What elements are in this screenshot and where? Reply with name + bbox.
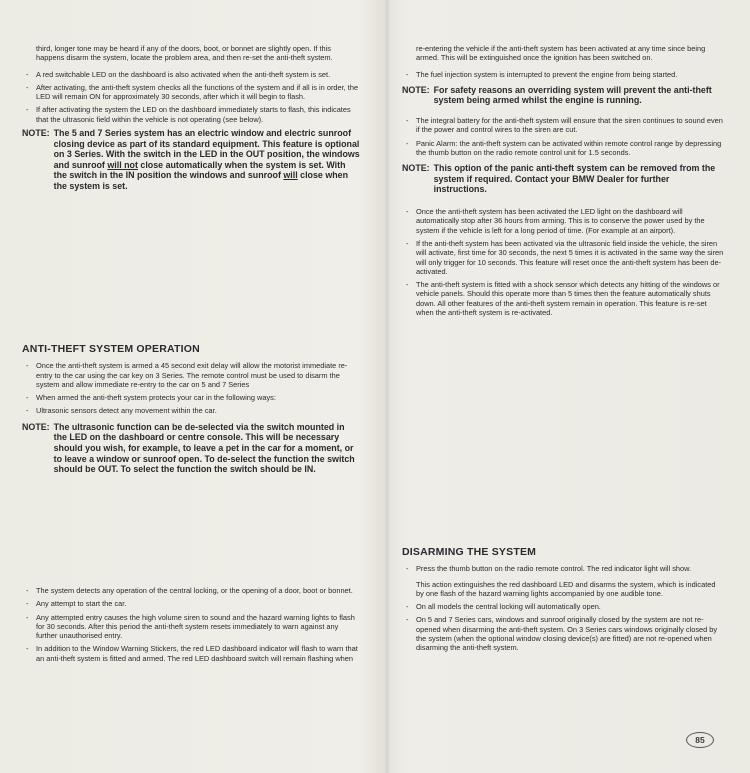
left-column [22,0,360,773]
note-safety-override: NOTE: For safety reasons an overriding system will prevent the anti-theft system being armed whilst the engine is running. [402,84,712,106]
right-column [402,0,724,773]
note-electric-windows: NOTE: The 5 and 7 Series system has an electric window and electric sunroof closing device as part of its standard equipment. This feature is optional on 3 Series. With the switch in the LED in the OUT position, the windows and sunroof will not close automatically when the system is set. With the switch in the IN position the windows and sunroof will close when the system is set. [22,128,360,192]
list-item: - On all models the central locking will automatically open. [406,602,601,612]
note-panic-alarm: NOTE: This option of the panic anti-theft system can be removed from the system if required. Contact your BMW Dealer for further instructions. [402,163,716,195]
list-item: - Once the anti-theft system is armed a 45 second exit delay will allow the motorist immediate re-entry to the car using the car key on 3 Series. The remote control must be used to disarm the system and allow immediate re-entry to the car on 5 and 7 Series [26,361,348,389]
list-item: - Once the anti-theft system has been activated the LED light on the dashboard will automatically stop after 36 hours from arming. This is to conserve the power used by the system if the vehicle is left for a long period of time. (For example at an airport). [406,207,705,235]
list-item: - The anti-theft system is fitted with a shock sensor which detects any hitting of the windows or vehicle panels. Should this operate more than 5 times then the feature automatically shuts down. All other features of the anti-theft system remain in operation. This feature is re-set when the anti-theft system is re-activated. [406,280,720,318]
list-item: - The system detects any operation of the central locking, or the opening of a door, boot or bonnet. [26,586,353,595]
right-intro-text: re-entering the vehicle if the anti-theft system has been activated at any time since being armed. This will be extinguished once the ignition has been switched on. [416,44,706,63]
list-item: - After activating, the anti-theft system checks all the functions of the system and if all is in order, the LED will remain ON for approximately 30 seconds, after which it will begin to flash. [26,82,359,102]
list-item: - Any attempted entry causes the high volume siren to sound and the hazard warning lights to flash for 30 seconds. After this period the anti-theft system resets immediately to warn against any further unauthorised entry. [26,612,355,641]
list-item: - The fuel injection system is interrupted to prevent the engine from being started. [406,69,678,79]
page-spine [384,0,390,773]
disarm-paragraph: This action extinguishes the red dashboard LED and disarms the system, which is indicated by one flash of the hazard warning lights accompanied by one audible tone. [416,579,716,598]
left-intro-text: third, longer tone may be heard if any of the doors, boot, or bonnet are slightly open. If this happens disarm the system, locate the problem area, and then re-set the anti-theft system. [36,44,333,63]
list-item: - When armed the anti-theft system protects your car in the following ways: [26,393,276,403]
list-item: - Panic Alarm: the anti-theft system can be activated within remote control range by depressing the thumb button on the radio remote control unit for 1.5 seconds. [406,138,722,157]
list-item: - In addition to the Window Warning Stickers, the red LED dashboard indicator will flash to warn that an anti-theft system is fitted and armed. The red LED dashboard switch will remain flashing when [26,644,358,663]
list-item: - The integral battery for the anti-theft system will ensure that the siren continues to sound even if the power and control wires to the siren are cut. [406,116,723,135]
section-heading-disarming: DISARMING THE SYSTEM [402,546,537,558]
list-item: - Any attempt to start the car. [26,599,127,609]
list-item: - Press the thumb button on the radio remote control. The red indicator light will show. [406,564,692,574]
list-item: - If the anti-theft system has been activated via the ultrasonic field inside the vehicle, the siren will activate, first time for 30 seconds, the next 5 times it is activated in the same way the siren will only trigger for 10 seconds. This feature will reset once the anti-theft system has been de-activated. [406,238,724,276]
list-item: - If after activating the system the LED on the dashboard immediately starts to flash, this indicates that the ultrasonic field within the vehicle is not operating (see below). [26,105,351,124]
page-number-badge: 85 [686,732,714,748]
list-item: - Ultrasonic sensors detect any movement within the car. [26,406,217,416]
note-ultrasonic: NOTE: The ultrasonic function can be de-selected via the switch mounted in the LED on the dashboard or centre console. This will be necessary should you wish, for example, to leave a pet in the car for a moment, or to leave a window or sunroof open. To de-select the function the switch should be OUT. To select the function the switch should be IN. [22,421,355,475]
list-item: - A red switchable LED on the dashboard is also activated when the anti-theft system is set. [26,69,331,79]
list-item: - On 5 and 7 Series cars, windows and sunroof originally closed by the system are not re-opened when disarming the anti-theft system. On 3 Series cars windows originally closed by the system (when the optional window closing device(s) are fitted) are not re-opened when disarming the anti-theft system. [406,615,718,653]
section-heading-operation: ANTI-THEFT SYSTEM OPERATION [22,343,200,355]
